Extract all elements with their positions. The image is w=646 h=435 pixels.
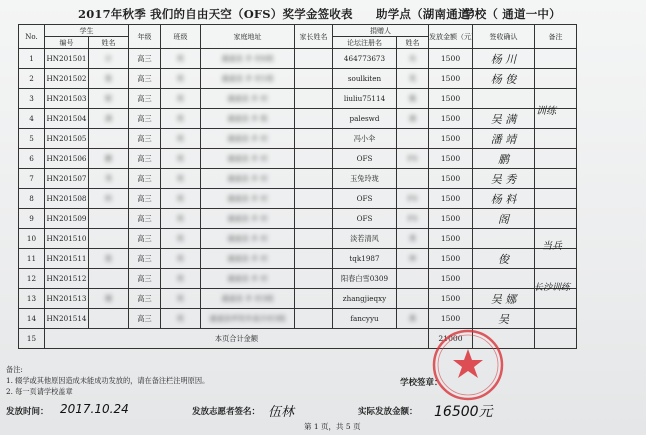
parent-cell (295, 289, 333, 309)
date-label: 发放时间： (6, 405, 49, 417)
student-id: HN201509 (45, 209, 89, 229)
grade-cell: 高三 (129, 309, 161, 329)
student-id: HN201504 (45, 109, 89, 129)
student-id: HN201507 (45, 169, 89, 189)
col-remark: 备注 (535, 25, 577, 49)
row-no: 7 (19, 169, 45, 189)
student-name: 妮 (89, 89, 129, 109)
remark-row-11: 长沙训练 (534, 280, 570, 293)
student-name (89, 309, 129, 329)
school-seal-icon (428, 325, 508, 405)
remark-row-4: 训练 (536, 102, 556, 117)
sign-cell: 潘 靖 (473, 129, 535, 149)
forum-name: 冯小伞 (333, 129, 397, 149)
address-cell: 通道县 乡 村 (201, 269, 295, 289)
forum-name: OFS (333, 209, 397, 229)
student-id: HN201510 (45, 229, 89, 249)
forum-name: 阳春白雪0309 (333, 269, 397, 289)
sign-cell: 阁 (473, 209, 535, 229)
row-no: 3 (19, 89, 45, 109)
donor-name (397, 129, 429, 149)
student-id: HN201514 (45, 309, 89, 329)
student-name: 计 (89, 49, 129, 69)
donor-name (397, 169, 429, 189)
sign-cell: 杨 俊 (473, 69, 535, 89)
student-id: HN201508 (45, 189, 89, 209)
col-id: 编号 (45, 37, 89, 49)
address-cell: 通道县 乡 村 (201, 89, 295, 109)
amount-cell: 1500 (429, 49, 473, 69)
student-id: HN201506 (45, 149, 89, 169)
address-cell: 通道县坪坦乡高升村3组 (201, 309, 295, 329)
remark-cell (535, 49, 577, 69)
address-cell: 通道县 乡 村 (201, 169, 295, 189)
row-no: 11 (19, 249, 45, 269)
table-row (19, 189, 577, 209)
amount-cell: 1500 (429, 269, 473, 289)
class-cell: 班 (161, 289, 201, 309)
amount-cell: 1500 (429, 249, 473, 269)
parent-cell (295, 229, 333, 249)
remark-cell (535, 309, 577, 329)
parent-cell (295, 209, 333, 229)
grade-cell: 高三 (129, 189, 161, 209)
student-name (89, 209, 129, 229)
col-address: 家庭地址 (201, 25, 295, 49)
table-row (19, 89, 577, 109)
volunteer-label: 发放志愿者签名： (192, 405, 260, 417)
grade-cell: 高三 (129, 289, 161, 309)
student-name (89, 269, 129, 289)
student-id: HN201502 (45, 69, 89, 89)
grade-cell: 高三 (129, 169, 161, 189)
row-no: 14 (19, 309, 45, 329)
volunteer-signature: 伍林 (268, 401, 294, 420)
remark-cell (535, 69, 577, 89)
class-cell: 班 (161, 109, 201, 129)
student-name: 秀 (89, 169, 129, 189)
class-cell: 班 (161, 269, 201, 289)
forum-name: zhangjieqxy (333, 289, 397, 309)
footer (6, 405, 646, 435)
sign-cell: 杨 川 (473, 49, 535, 69)
forum-name: tqk1987 (333, 249, 397, 269)
amount-cell: 1500 (429, 149, 473, 169)
amount-cell: 1500 (429, 109, 473, 129)
address-cell: 通道县 乡 村1组 (201, 69, 295, 89)
grade-cell: 高三 (129, 209, 161, 229)
row-no: 9 (19, 209, 45, 229)
amount-cell: 1500 (429, 209, 473, 229)
donor-name: 勇 (397, 229, 429, 249)
parent-cell (295, 129, 333, 149)
student-id: HN201505 (45, 129, 89, 149)
sign-cell (473, 269, 535, 289)
class-cell: 班 (161, 209, 201, 229)
parent-cell (295, 109, 333, 129)
forum-name: paleswd (333, 109, 397, 129)
address-cell: 通道县 乡 村 (201, 249, 295, 269)
parent-cell (295, 149, 333, 169)
address-cell: 通道县 乡 村3组 (201, 289, 295, 309)
table-row (19, 209, 577, 229)
class-cell: 班 (161, 149, 201, 169)
donor-name: 英 (397, 69, 429, 89)
form-title: 2017年秋季 我们的自由天空（OFS）奖学金签收表 (78, 6, 353, 22)
amount-cell: 1500 (429, 69, 473, 89)
col-donor-name: 姓名 (397, 37, 429, 49)
notes-label: 备注: (6, 365, 23, 375)
page-indicator: 第 1 页，共 5 页 (304, 421, 361, 432)
donor-name (397, 269, 429, 289)
table-row (19, 129, 577, 149)
amount-cell: 1500 (429, 89, 473, 109)
address-cell: 通道县 乡 村 (201, 209, 295, 229)
remark-cell (535, 149, 577, 169)
forum-name: liuliu75114 (333, 89, 397, 109)
col-no: No. (19, 25, 45, 49)
student-name: 俊 (89, 69, 129, 89)
table-row (19, 289, 577, 309)
row-no: 4 (19, 109, 45, 129)
table-row (19, 109, 577, 129)
table-row (19, 69, 577, 89)
parent-cell (295, 49, 333, 69)
amount-cell: 1500 (429, 229, 473, 249)
grade-cell: 高三 (129, 149, 161, 169)
donor-name: 佩 (397, 89, 429, 109)
student-id: HN201511 (45, 249, 89, 269)
note-2: 2. 每一页请学校盖章 (6, 387, 73, 397)
forum-name: 淡若清风 (333, 229, 397, 249)
class-cell: 班 (161, 49, 201, 69)
donor-name: 央 (397, 49, 429, 69)
student-id: HN201513 (45, 289, 89, 309)
address-cell: 通道县 乡 组 (201, 109, 295, 129)
remark-cell (535, 169, 577, 189)
donor-name: FS (397, 209, 429, 229)
class-cell: 班 (161, 169, 201, 189)
parent-cell (295, 189, 333, 209)
grade-cell: 高三 (129, 129, 161, 149)
donor-name: FS (397, 189, 429, 209)
total-amount: 21000 (429, 329, 473, 349)
forum-name: 玉兔玲珑 (333, 169, 397, 189)
table-row (19, 49, 577, 69)
address-cell: 通道县 乡 村 (201, 189, 295, 209)
student-name: 俊 (89, 249, 129, 269)
row-no: 10 (19, 229, 45, 249)
address-cell: 通道县 乡 村6组 (201, 49, 295, 69)
note-1: 1. 辍学或其他原因造成未能成功发放的，请在备注栏注明原因。 (6, 376, 209, 386)
address-cell: 通道县 乡 村 (201, 229, 295, 249)
sheet-title (0, 3, 646, 23)
col-forum: 论坛注册名 (333, 37, 397, 49)
parent-cell (295, 309, 333, 329)
col-parent: 家长姓名 (295, 25, 333, 49)
student-id: HN201501 (45, 49, 89, 69)
scholarship-table (18, 24, 577, 349)
grade-cell: 高三 (129, 49, 161, 69)
forum-name: fancyyu (333, 309, 397, 329)
amount-cell: 1500 (429, 309, 473, 329)
table-row (19, 169, 577, 189)
student-id: HN201512 (45, 269, 89, 289)
forum-name: OFS (333, 149, 397, 169)
col-sign: 签收确认 (473, 25, 535, 49)
sign-cell: 吴 秀 (473, 169, 535, 189)
class-cell: 班 (161, 189, 201, 209)
remark-row-10: 当兵 (542, 237, 562, 252)
student-name: 满 (89, 109, 129, 129)
sign-cell: 俊 (473, 249, 535, 269)
student-name (89, 129, 129, 149)
donor-name: 湘 (397, 109, 429, 129)
total-no: 15 (19, 329, 45, 349)
parent-cell (295, 269, 333, 289)
remark-cell (535, 189, 577, 209)
grade-cell: 高三 (129, 229, 161, 249)
row-no: 12 (19, 269, 45, 289)
class-cell: 班 (161, 129, 201, 149)
grade-cell: 高三 (129, 249, 161, 269)
sign-cell: 鹏 (473, 149, 535, 169)
row-no: 5 (19, 129, 45, 149)
class-cell: 班 (161, 89, 201, 109)
row-no: 8 (19, 189, 45, 209)
sign-cell: 杨 料 (473, 189, 535, 209)
class-cell: 班 (161, 309, 201, 329)
sign-cell: 吴 娜 (473, 289, 535, 309)
row-no: 2 (19, 69, 45, 89)
amount-cell: 1500 (429, 129, 473, 149)
sign-cell (473, 229, 535, 249)
table-row (19, 249, 577, 269)
col-grade: 年级 (129, 25, 161, 49)
actual-amount-value: 16500元 (434, 401, 493, 421)
col-class: 班级 (161, 25, 201, 49)
parent-cell (295, 249, 333, 269)
donor-name: FS (397, 149, 429, 169)
amount-cell: 1500 (429, 289, 473, 309)
row-no: 13 (19, 289, 45, 309)
date-value: 2017.10.24 (60, 402, 129, 416)
grade-cell: 高三 (129, 269, 161, 289)
student-name: 娜 (89, 289, 129, 309)
parent-cell (295, 169, 333, 189)
forum-name: OFS (333, 189, 397, 209)
student-name: 料 (89, 189, 129, 209)
grade-cell: 高三 (129, 109, 161, 129)
student-name (89, 229, 129, 249)
aid-point: 助学点（湖南通道） (376, 6, 481, 22)
remark-cell (535, 129, 577, 149)
col-student: 学生 (45, 25, 129, 37)
school-name: 学校（ 通道一中） (463, 6, 561, 22)
student-name: 鹏 (89, 149, 129, 169)
address-cell: 通道县 乡 村 (201, 149, 295, 169)
class-cell: 班 (161, 69, 201, 89)
amount-cell: 1500 (429, 169, 473, 189)
class-cell: 班 (161, 229, 201, 249)
student-id: HN201503 (45, 89, 89, 109)
grade-cell: 高三 (129, 69, 161, 89)
table-row (19, 269, 577, 289)
actual-amount-label: 实际发放金额： (358, 405, 418, 417)
row-no: 6 (19, 149, 45, 169)
donor-name: 坤 (397, 249, 429, 269)
donor-name (397, 289, 429, 309)
address-cell: 通道县 乡 村 (201, 129, 295, 149)
grade-cell: 高三 (129, 89, 161, 109)
col-amount: 发放金额（元 (429, 25, 473, 49)
col-name: 姓名 (89, 37, 129, 49)
donor-name: 燕 (397, 309, 429, 329)
parent-cell (295, 69, 333, 89)
amount-cell: 1500 (429, 189, 473, 209)
sign-cell (473, 89, 535, 109)
parent-cell (295, 89, 333, 109)
sign-cell: 吴 满 (473, 109, 535, 129)
forum-name: soulkiten (333, 69, 397, 89)
row-no: 1 (19, 49, 45, 69)
remark-cell (535, 209, 577, 229)
total-label: 本页合计金额 (45, 329, 429, 349)
table-row (19, 229, 577, 249)
stamp-label: 学校签章： (400, 376, 443, 388)
table-row (19, 149, 577, 169)
class-cell: 班 (161, 249, 201, 269)
sign-cell: 吴 (473, 309, 535, 329)
forum-name: 464773673 (333, 49, 397, 69)
col-donor: 捐赠人 (333, 25, 429, 37)
